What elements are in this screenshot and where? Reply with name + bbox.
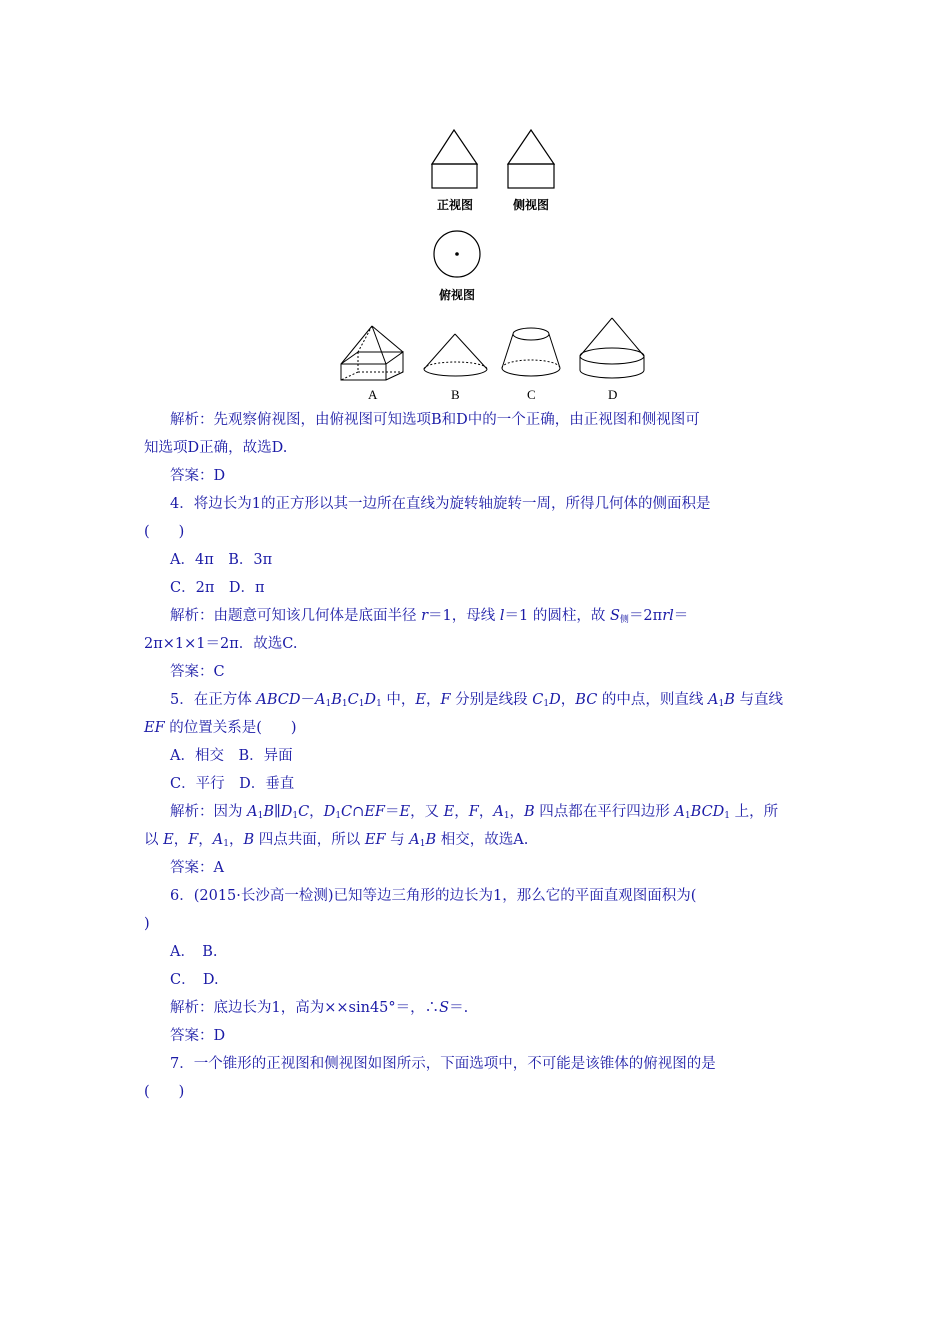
math-var: C: [298, 804, 310, 820]
math-var: S: [609, 608, 620, 624]
side-view-roof: [508, 130, 554, 164]
top-view-label: 俯视图: [439, 288, 476, 302]
text-line-content: [170, 550, 272, 570]
side-view-body: [508, 164, 554, 188]
text-run: ∩: [352, 804, 365, 820]
text-run: ，: [309, 804, 324, 820]
text-run: ＝: [673, 608, 689, 624]
text-line-content: [170, 466, 225, 486]
text-line-content: [170, 802, 778, 826]
side-view-label: 侧视图: [513, 198, 550, 212]
subscript: 1: [257, 811, 264, 821]
front-view-label: 正视图: [437, 198, 474, 212]
option-b-label: B: [451, 387, 460, 402]
math-var: r: [421, 608, 429, 624]
text-line-content: [170, 662, 225, 682]
math-var: E: [443, 804, 455, 820]
text-line-content: [170, 410, 700, 430]
math-var: B: [331, 692, 342, 708]
text-line-content: [144, 718, 297, 738]
text-run: A．相交 B．异面: [170, 748, 293, 764]
math-var: EF: [364, 832, 386, 848]
math-var: C: [347, 692, 359, 708]
math-var: A: [212, 832, 224, 848]
text-run: ＝1，母线: [428, 608, 500, 624]
text-run: 答案：D: [170, 1028, 226, 1044]
text-line-content: [144, 438, 287, 458]
text-run: 答案：C: [170, 664, 225, 680]
text-line-content: [170, 858, 224, 878]
math-var: E: [399, 804, 411, 820]
subscript: 1: [718, 699, 725, 709]
text-line-content: [170, 970, 219, 990]
math-var: F: [188, 832, 199, 848]
text-run: 解析：先观察俯视图，由俯视图可知选项B和D中的一个正确，由正视图和侧视图可: [170, 412, 700, 428]
text-run: 解析：因为: [170, 804, 248, 820]
math-var: ABCD: [256, 692, 301, 708]
subscript: 1: [292, 811, 299, 821]
text-run: C．2π D．π: [170, 580, 265, 596]
math-var: A: [247, 804, 258, 820]
text-line-content: [170, 998, 468, 1018]
text-run: ，: [426, 692, 441, 708]
text-run: －: [300, 692, 315, 708]
math-var: A: [674, 804, 685, 820]
text-run: ，: [228, 832, 244, 848]
top-view-center-dot: [455, 252, 459, 256]
math-var: F: [468, 804, 479, 820]
math-var: A: [493, 804, 504, 820]
subscript: 1: [358, 699, 365, 709]
math-var: A: [708, 692, 719, 708]
text-run: 2π×1×1＝2π．故选C.: [144, 636, 298, 652]
text-line-content: [170, 1026, 225, 1046]
text-line-content: [170, 690, 783, 714]
math-var: D: [364, 692, 377, 708]
text-run: A． B.: [170, 944, 218, 960]
text-line-content: [144, 522, 184, 542]
option-c-solid: [502, 328, 560, 376]
text-run: 答案：A: [170, 860, 224, 876]
math-var: E: [163, 832, 174, 848]
subscript: 1: [419, 839, 426, 849]
math-var: EF: [364, 804, 385, 820]
text-run: ( ): [144, 524, 185, 540]
text-run: 四点都在平行四边形: [534, 804, 675, 820]
text-run: 解析：由题意可知该几何体是底面半径: [170, 608, 422, 624]
text-line-content: [170, 942, 218, 962]
option-d-solid: [580, 318, 644, 378]
math-var: B: [724, 692, 735, 708]
subscript: 1: [376, 699, 382, 709]
math-var: A: [409, 832, 420, 848]
text-run: ，: [173, 832, 189, 848]
text-run: ，: [560, 692, 576, 708]
text-line-content: [144, 634, 297, 654]
subscript: 1: [684, 811, 691, 821]
front-view-body: [432, 164, 477, 188]
text-run: C．平行 D．垂直: [170, 776, 295, 792]
subscript: 1: [223, 839, 229, 849]
text-run: 4．将边长为1的正方形以其一边所在直线为旋转轴旋转一周，所得几何体的侧面积是: [170, 496, 711, 512]
text-run: ( ): [144, 1084, 185, 1100]
option-a-solid: [341, 326, 403, 380]
option-a-label: A: [368, 387, 378, 402]
text-run: 6．(2015·长沙高一检测)已知等边三角形的边长为1，那么它的平面直观图面积为(: [170, 888, 697, 904]
math-var: S: [439, 1000, 450, 1016]
math-var: B: [524, 804, 535, 820]
math-var: D: [280, 804, 293, 820]
math-var: rl: [662, 608, 674, 624]
text-line-content: [170, 494, 710, 514]
text-run: 解析：底边长为1，高为××sin45°＝，∴: [170, 1000, 440, 1016]
text-run: 以: [144, 832, 164, 848]
text-run: ，: [454, 804, 469, 820]
text-run: ，又: [410, 804, 444, 820]
front-view-roof: [432, 130, 477, 164]
text-run: ，: [478, 804, 494, 820]
text-line-content: [170, 606, 688, 630]
subscript: 1: [503, 811, 510, 821]
subscript: 1: [724, 811, 731, 821]
text-run: ∥: [273, 804, 281, 820]
text-line-content: [144, 830, 528, 854]
text-run: ，: [198, 832, 213, 848]
subscript: 1: [325, 699, 332, 709]
subscript: 1: [335, 811, 342, 821]
math-var: l: [499, 608, 505, 624]
text-run: 与直线: [734, 692, 783, 708]
text-run: 上，所: [730, 804, 779, 820]
option-d-label: D: [608, 387, 618, 402]
math-var: C: [532, 692, 544, 708]
three-view-figure: [0, 0, 950, 410]
text-run: ，: [509, 804, 525, 820]
text-run: 的中点，则直线: [597, 692, 709, 708]
math-var: F: [440, 692, 451, 708]
math-var: B: [243, 832, 255, 848]
text-run: C． D.: [170, 972, 219, 988]
text-run: 答案：D: [170, 468, 226, 484]
text-run: ＝.: [449, 1000, 469, 1016]
text-line-content: [170, 774, 294, 794]
text-line-content: [144, 1082, 184, 1102]
text-run: ＝: [384, 804, 400, 820]
math-var: BCD: [690, 804, 725, 820]
subscript: 1: [341, 699, 348, 709]
text-run: 与: [385, 832, 410, 848]
text-run: ): [144, 916, 150, 932]
math-var: C: [341, 804, 353, 820]
text-run: 四点共面，所以: [254, 832, 365, 848]
math-var: D: [549, 692, 561, 708]
text-line-content: [170, 746, 293, 766]
subscript: 1: [543, 699, 550, 709]
text-run: A．4π B．3π: [170, 552, 273, 568]
text-line-content: [170, 886, 696, 906]
text-run: ＝1 的圆柱，故: [504, 608, 610, 624]
option-c-label: C: [527, 387, 536, 402]
text-run: 的位置关系是( ): [164, 720, 297, 736]
math-var: A: [314, 692, 326, 708]
text-line-content: [144, 914, 150, 934]
math-var: BC: [575, 692, 598, 708]
text-run: 分别是线段: [450, 692, 533, 708]
text-line-content: [170, 578, 265, 598]
math-var: D: [323, 804, 336, 820]
math-var: B: [425, 832, 437, 848]
math-var: E: [415, 692, 426, 708]
text-run: 知选项D正确，故选D.: [144, 440, 288, 456]
text-run: 中，: [381, 692, 416, 708]
text-line-content: [170, 1054, 716, 1074]
math-var: B: [263, 804, 274, 820]
text-run: ＝2π: [628, 608, 663, 624]
text-run: 7．一个锥形的正视图和侧视图如图所示，下面选项中，不可能是该锥体的俯视图的是: [170, 1056, 716, 1072]
subscript: 侧: [619, 615, 629, 625]
math-var: EF: [144, 720, 165, 736]
option-b-solid: [424, 334, 487, 376]
text-run: 5．在正方体: [170, 692, 257, 708]
text-run: 相交，故选A.: [436, 832, 529, 848]
